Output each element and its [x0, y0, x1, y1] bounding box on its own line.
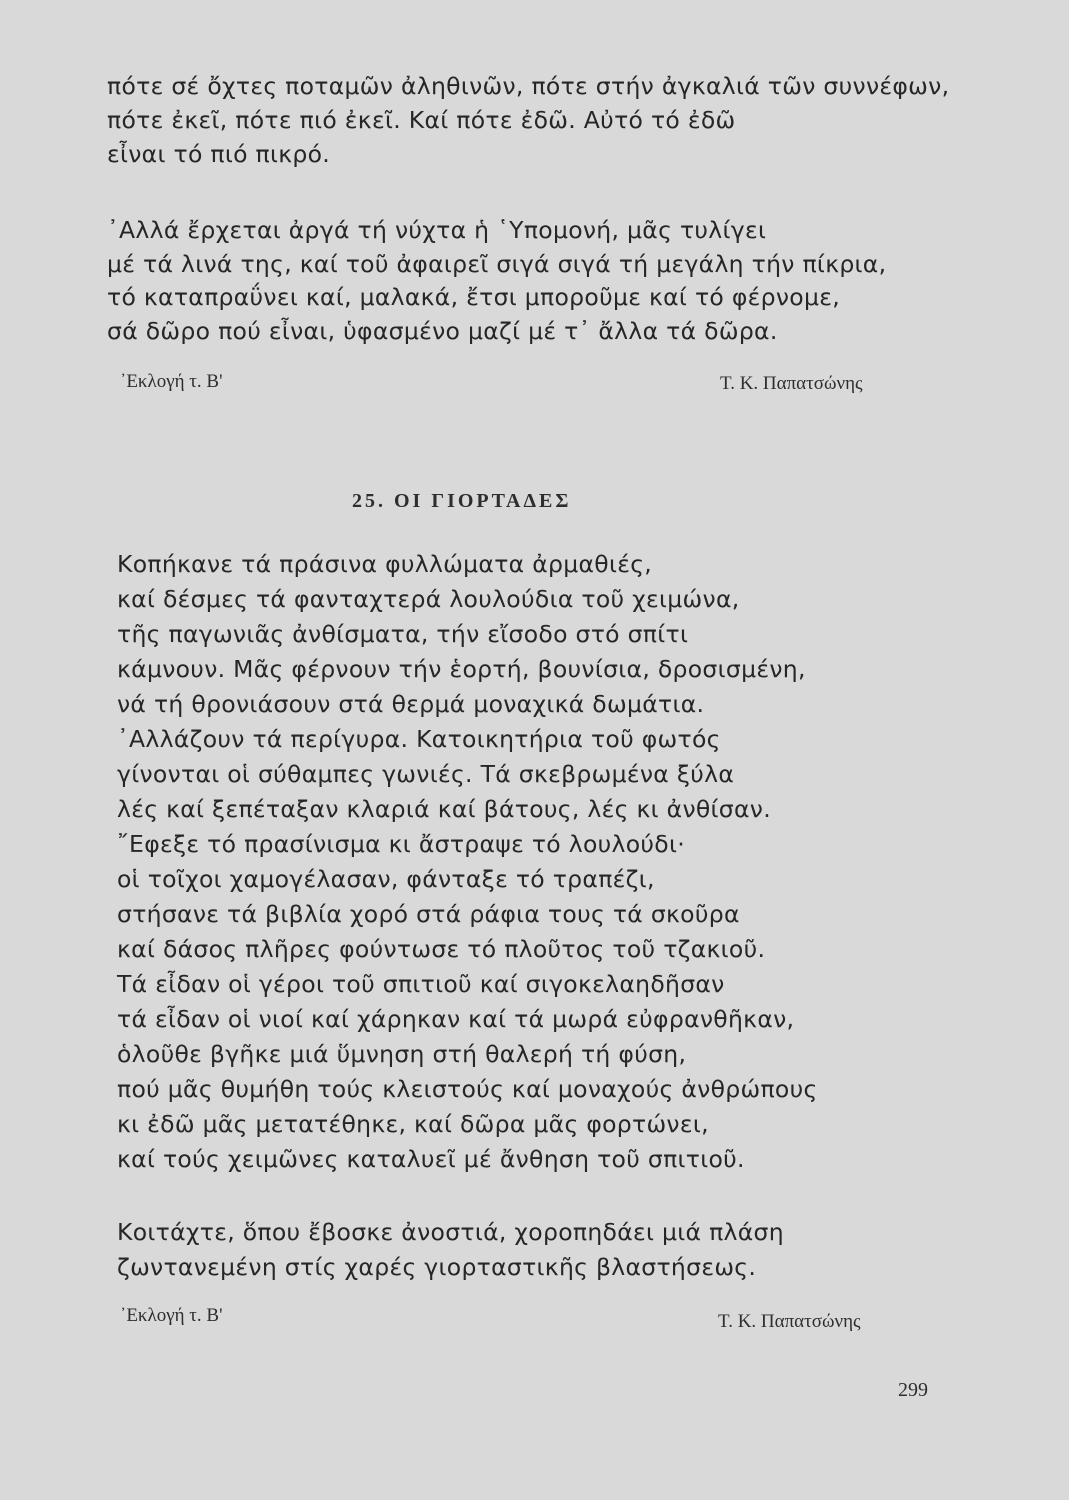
poem-line-15: ὁλοῦθε βγῆκε μιά ὕμνηση στή θαλερή τή φύση,: [117, 1040, 687, 1068]
poem-line-14: τά εἶδαν οἱ νιοί καί χάρηκαν καί τά μωρά εὐφρανθῆκαν,: [117, 1005, 795, 1033]
poem-title: 25. ΟΙ ΓΙΟΡΤΑΔΕΣ: [352, 490, 572, 512]
poem-line-9: ῎Εφεξε τό πρασίνισμα κι ἄστραψε τό λουλούδι·: [117, 830, 686, 858]
para2-line-4: σά δῶρο πού εἶναι, ὑφασμένο μαζί μέ τ᾿ ἄλλα τά δῶρα.: [107, 317, 778, 345]
poem-line-8: λές καί ξεπέταξαν κλαριά καί βάτους, λές κι ἀνθίσαν.: [117, 795, 771, 823]
para2-line-2: μέ τά λινά της, καί τοῦ ἀφαιρεῖ σιγά σιγά τή μεγάλη τήν πίκρια,: [107, 250, 887, 278]
poem-line-2: καί δέσμες τά φανταχτερά λουλούδια τοῦ χειμώνα,: [117, 585, 740, 613]
poem-line-13: Τά εἶδαν οἱ γέροι τοῦ σπιτιοῦ καί σιγοκελαηδῆσαν: [117, 970, 725, 998]
intro-line-3: εἶναι τό πιό πικρό.: [107, 140, 331, 168]
poem-line-11: στήσανε τά βιβλία χορό στά ράφια τους τά σκοῦρα: [117, 900, 740, 928]
poem-line-12: καί δάσος πλῆρες φούντωσε τό πλοῦτος τοῦ τζακιοῦ.: [117, 935, 766, 963]
poem-line-5: νά τή θρονιάσουν στά θερμά μοναχικά δωμάτια.: [117, 690, 705, 718]
poem-line-10: οἱ τοῖχοι χαμογέλασαν, φάνταξε τό τραπέζι,: [117, 865, 655, 893]
poem-line-6: ᾿Αλλάζουν τά περίγυρα. Κατοικητήρια τοῦ φωτός: [117, 725, 721, 753]
credit1-author: Τ. Κ. Παπατσώνης: [720, 373, 863, 394]
para2-line-3: τό καταπραΰνει καί, μαλακά, ἔτσι μποροῦμε καί τό φέρνομε,: [107, 283, 841, 311]
intro-line-1: πότε σέ ὄχτες ποταμῶν ἀληθινῶν, πότε στήν ἀγκαλιά τῶν συννέφων,: [107, 72, 950, 100]
poem-line-17: κι ἐδῶ μᾶς μετατέθηκε, καί δῶρα μᾶς φορτώνει,: [117, 1110, 709, 1138]
credit2-source: ᾿Εκλογή τ. Β': [120, 1305, 223, 1326]
poem-line-1: Κοπήκανε τά πράσινα φυλλώματα ἀρμαθιές,: [117, 550, 653, 578]
poem-line-16: πού μᾶς θυμήθη τούς κλειστούς καί μοναχούς ἀνθρώπους: [117, 1075, 818, 1103]
poem-closing-1: Κοιτάχτε, ὅπου ἔβοσκε ἀνοστιά, χοροπηδάει μιά πλάση: [117, 1218, 784, 1246]
poem-line-18: καί τούς χειμῶνες καταλυεῖ μέ ἄνθηση τοῦ σπιτιοῦ.: [117, 1145, 745, 1173]
poem-line-3: τῆς παγωνιᾶς ἀνθίσματα, τήν εἴσοδο στό σπίτι: [117, 620, 689, 648]
para2-line-1: ᾿Αλλά ἔρχεται ἀργά τή νύχτα ἡ ῾Υπομονή, μᾶς τυλίγει: [107, 216, 767, 244]
credit2-author: Τ. Κ. Παπατσώνης: [718, 1311, 861, 1332]
poem-line-4: κάμνουν. Μᾶς φέρνουν τήν ἑορτή, βουνίσια, δροσισμένη,: [117, 655, 806, 683]
page-number: 299: [898, 1379, 928, 1401]
intro-line-2: πότε ἐκεῖ, πότε πιό ἐκεῖ. Καί πότε ἐδῶ. Αὐτό τό ἐδῶ: [107, 106, 736, 134]
poem-closing-2: ζωντανεμένη στίς χαρές γιορταστικῆς βλαστήσεως.: [117, 1253, 757, 1281]
poem-line-7: γίνονται οἱ σύθαμπες γωνιές. Τά σκεβρωμένα ξύλα: [117, 760, 735, 788]
credit1-source: ᾿Εκλογή τ. Β': [120, 371, 223, 392]
